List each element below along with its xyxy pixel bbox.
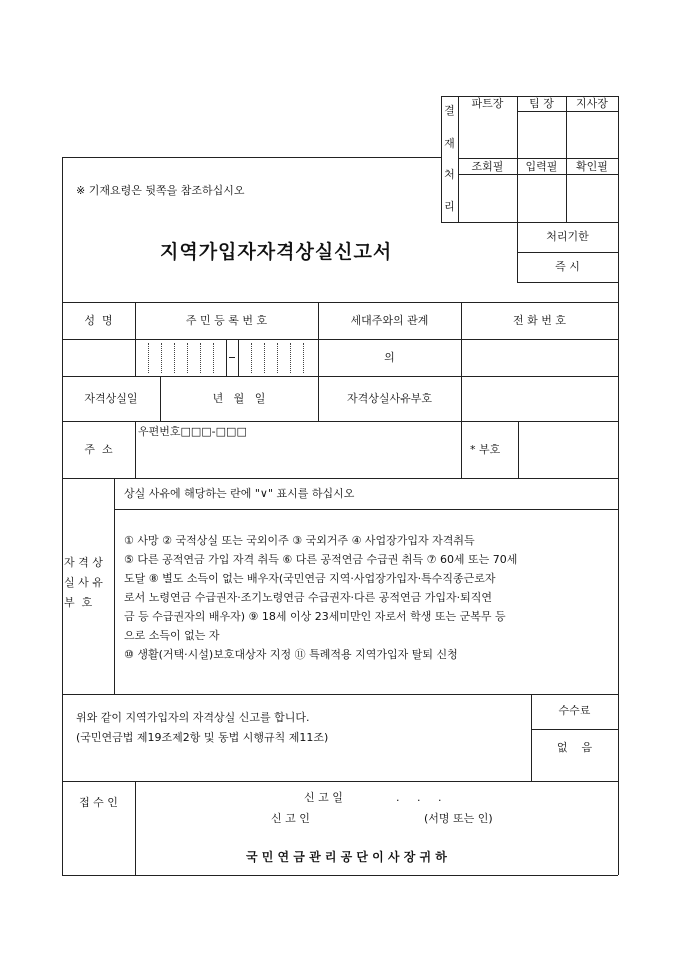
- address-code-label: * 부호: [470, 443, 501, 456]
- reason-option-line[interactable]: ⑩ 생활(거택·시설)보호대상자 지정 ⑪ 특례적용 지역가입자 탈퇴 신청: [124, 648, 458, 661]
- signature-field[interactable]: (서명 또는 인): [424, 812, 493, 825]
- reason-option-line[interactable]: ① 사망 ② 국적상실 또는 국외이주 ③ 국외거주 ④ 사업장가입자 자격취득: [124, 534, 475, 547]
- phone-field[interactable]: [462, 340, 618, 375]
- approval-header-team: 팀 장: [529, 97, 554, 110]
- reason-instruction: 상실 사유에 해당하는 란에 "∨" 표시를 하십시오: [124, 487, 355, 500]
- address-label: 주 소: [84, 443, 113, 456]
- resident-number-field[interactable]: [136, 340, 318, 375]
- fee-value: 없 음: [556, 741, 593, 754]
- resident-number-header: 주 민 등 록 번 호: [185, 314, 268, 327]
- fee-label: 수수료: [558, 704, 591, 717]
- loss-date-value[interactable]: 년 월 일: [212, 392, 266, 405]
- reason-option-line[interactable]: 금 등 수급권자의 배우자) ⑨ 18세 이상 23세미만인 자로서 학생 또는 군복무 등: [124, 610, 506, 623]
- phone-header: 전 화 번 호: [513, 314, 566, 327]
- reason-option-line[interactable]: 로서 노령연금 수급권자·조기노령연금 수급권자·다른 공적연금 가입자·퇴직연: [124, 591, 493, 604]
- reason-label-line: 실 사 유: [64, 576, 103, 589]
- reporter-label: 신 고 인: [271, 812, 310, 825]
- relation-header: 세대주와의 관계: [350, 314, 429, 327]
- approval-header-part: 파트장: [471, 97, 504, 110]
- name-field[interactable]: [62, 340, 135, 375]
- relation-suffix: 의: [384, 351, 395, 364]
- approval-side-char: 재: [444, 137, 455, 150]
- approval-side-char: 처: [444, 168, 455, 181]
- approval-header-confirm: 확인필: [576, 160, 608, 173]
- reason-label-line: 자 격 상: [64, 556, 103, 569]
- approval-header-input: 입력필: [525, 160, 558, 173]
- deadline-value: 즉 시: [555, 260, 580, 273]
- reason-option-line[interactable]: ⑤ 다른 공적연금 가입 자격 취득 ⑥ 다른 공적연금 수급권 취득 ⑦ 60세 또는 70세: [124, 553, 518, 566]
- reason-option-line[interactable]: 도달 ⑧ 별도 소득이 없는 배우자(국민연금 지역·사업장가입자·특수직종근로자: [124, 572, 496, 585]
- approval-header-inquiry: 조회필: [471, 160, 504, 173]
- reason-option-line[interactable]: 으로 소득이 없는 자: [124, 629, 220, 642]
- loss-date-label: 자격상실일: [84, 392, 138, 405]
- reason-label-line: 부 호: [64, 596, 93, 609]
- reason-code-label: 자격상실사유부호: [346, 392, 432, 405]
- reason-code-field[interactable]: [462, 377, 618, 421]
- reason-options: [124, 531, 612, 664]
- approval-side-char: 결: [444, 104, 455, 117]
- address-code-field[interactable]: [519, 422, 618, 478]
- notice-text: ※ 기재요령은 뒷쪽을 참조하십시오: [76, 184, 245, 197]
- declaration-text: 위와 같이 지역가입자의 자격상실 신고를 합니다.: [76, 711, 310, 724]
- approval-side-char: 리: [444, 200, 455, 213]
- report-date-value[interactable]: . . .: [396, 791, 442, 804]
- postal-code-field[interactable]: 우편번호□□□-□□□: [138, 425, 247, 438]
- deadline-label: 처리기한: [546, 230, 589, 243]
- form-title: 지역가입자자격상실신고서: [160, 241, 393, 263]
- receipt-label: 접 수 인: [79, 796, 118, 809]
- name-header: 성 명: [84, 314, 113, 327]
- approval-header-branch: 지사장: [576, 97, 608, 110]
- recipient-text: 국 민 연 금 관 리 공 단 이 사 장 귀 하: [246, 850, 447, 864]
- report-date-label: 신 고 일: [304, 791, 343, 804]
- declaration-law: (국민연금법 제19조제2항 및 동법 시행규칙 제11조): [76, 731, 329, 744]
